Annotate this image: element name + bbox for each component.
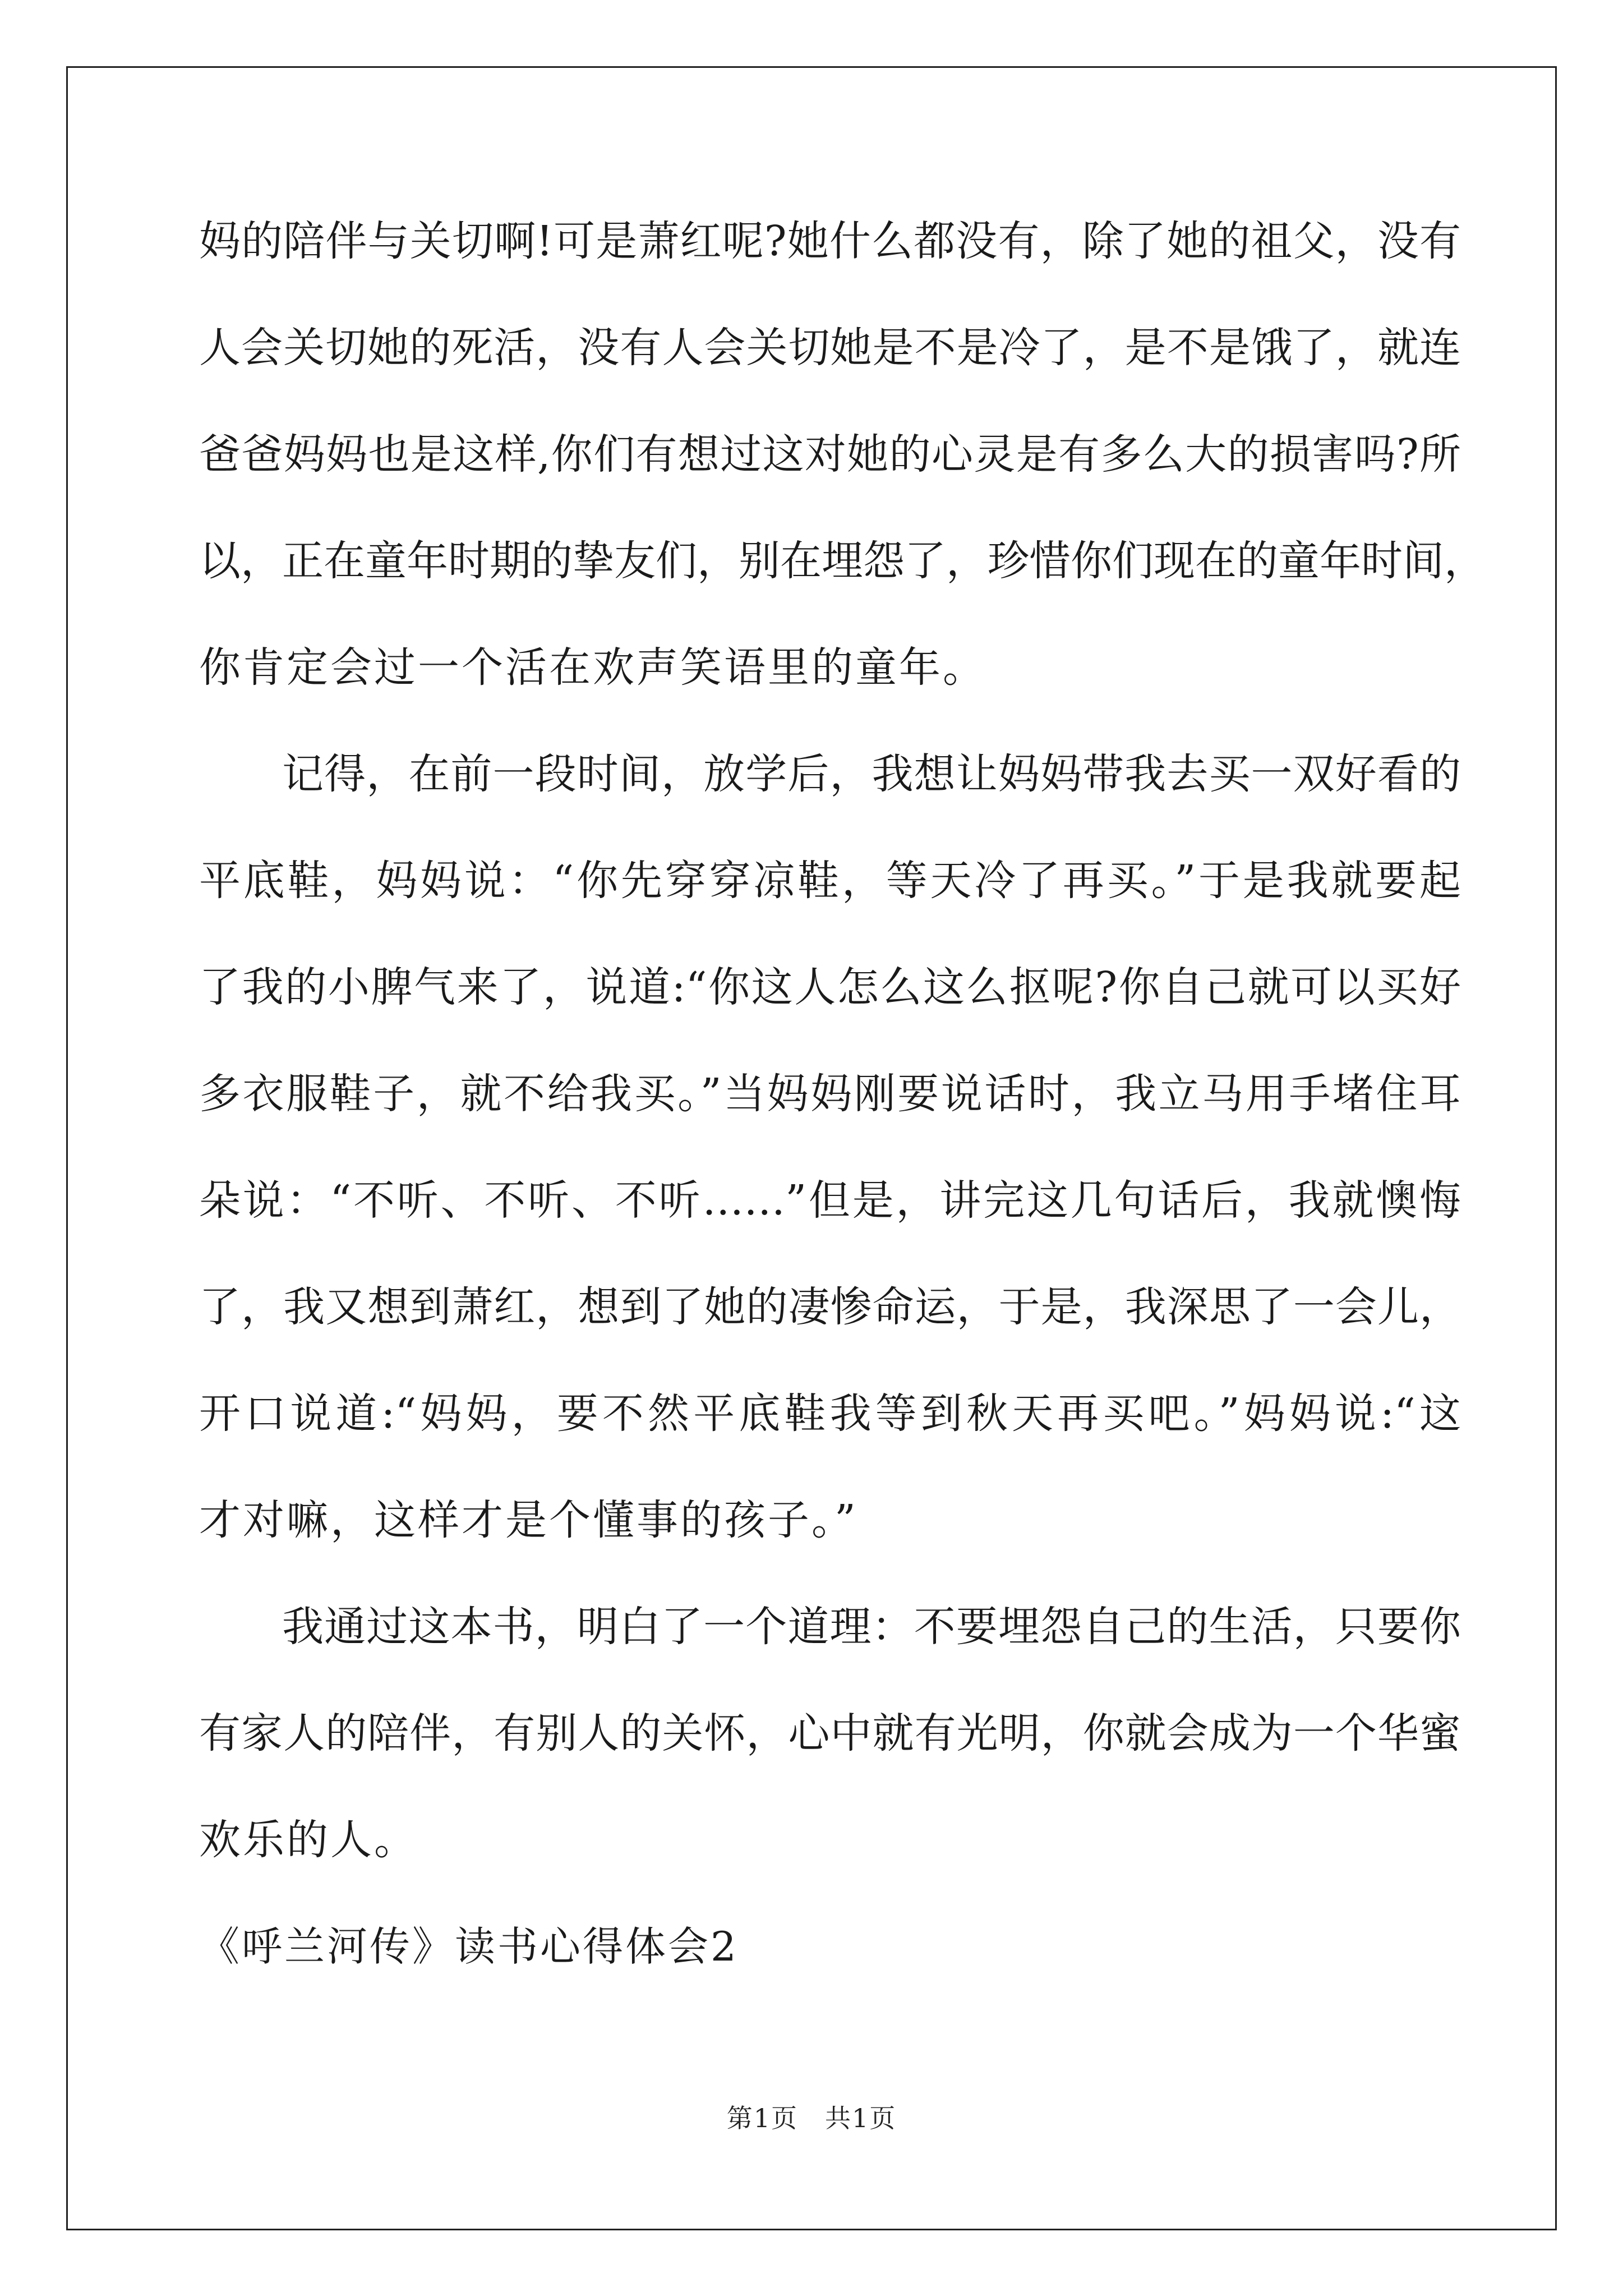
text-line: 妈的陪伴与关切啊!可是萧红呢?她什么都没有，除了她的祖父，没有 (199, 217, 1461, 265)
text-line: 爸爸妈妈也是这样,你们有想过这对她的心灵是有多么大的损害吗?所 (199, 430, 1461, 478)
text-line: 了我的小脾气来了，说道:“你这人怎么这么抠呢?你自己就可以买好 (199, 963, 1461, 1011)
text-line: 人会关切她的死活，没有人会关切她是不是冷了，是不是饿了，就连 (199, 324, 1461, 372)
text-line: 多衣服鞋子，就不给我买。”当妈妈刚要说话时，我立马用手堵住耳 (199, 1070, 1461, 1118)
text-line: 我通过这本书，明白了一个道理：不要埋怨自己的生活，只要你 (282, 1603, 1461, 1651)
text-line: 开口说道:“妈妈，要不然平底鞋我等到秋天再买吧。”妈妈说:“这 (199, 1389, 1461, 1438)
section-heading: 《呼兰河传》读书心得体会2 (199, 1923, 739, 1970)
text-line: 了，我又想到萧红，想到了她的凄惨命运，于是，我深思了一会儿， (199, 1283, 1461, 1331)
page-border (66, 66, 1557, 2230)
text-line: 有家人的陪伴，有别人的关怀，心中就有光明，你就会成为一个华蜜 (199, 1709, 1461, 1757)
text-line: 以，正在童年时期的挚友们，别在埋怨了，珍惜你们现在的童年时间， (199, 537, 1486, 585)
text-line: 欢乐的人。 (199, 1816, 418, 1864)
text-line: 你肯定会过一个活在欢声笑语里的童年。 (199, 643, 986, 692)
page-number: 第1页 共1页 (726, 2103, 897, 2133)
text-line: 平底鞋，妈妈说：“你先穿穿凉鞋，等天冷了再买。”于是我就要起 (199, 857, 1461, 905)
text-line: 才对嘛，这样才是个懂事的孩子。” (199, 1496, 858, 1544)
text-line: 记得，在前一段时间，放学后，我想让妈妈带我去买一双好看的 (282, 750, 1461, 798)
text-line: 朵说：“不听、不听、不听……”但是，讲完这几句话后，我就懊悔 (199, 1176, 1461, 1225)
